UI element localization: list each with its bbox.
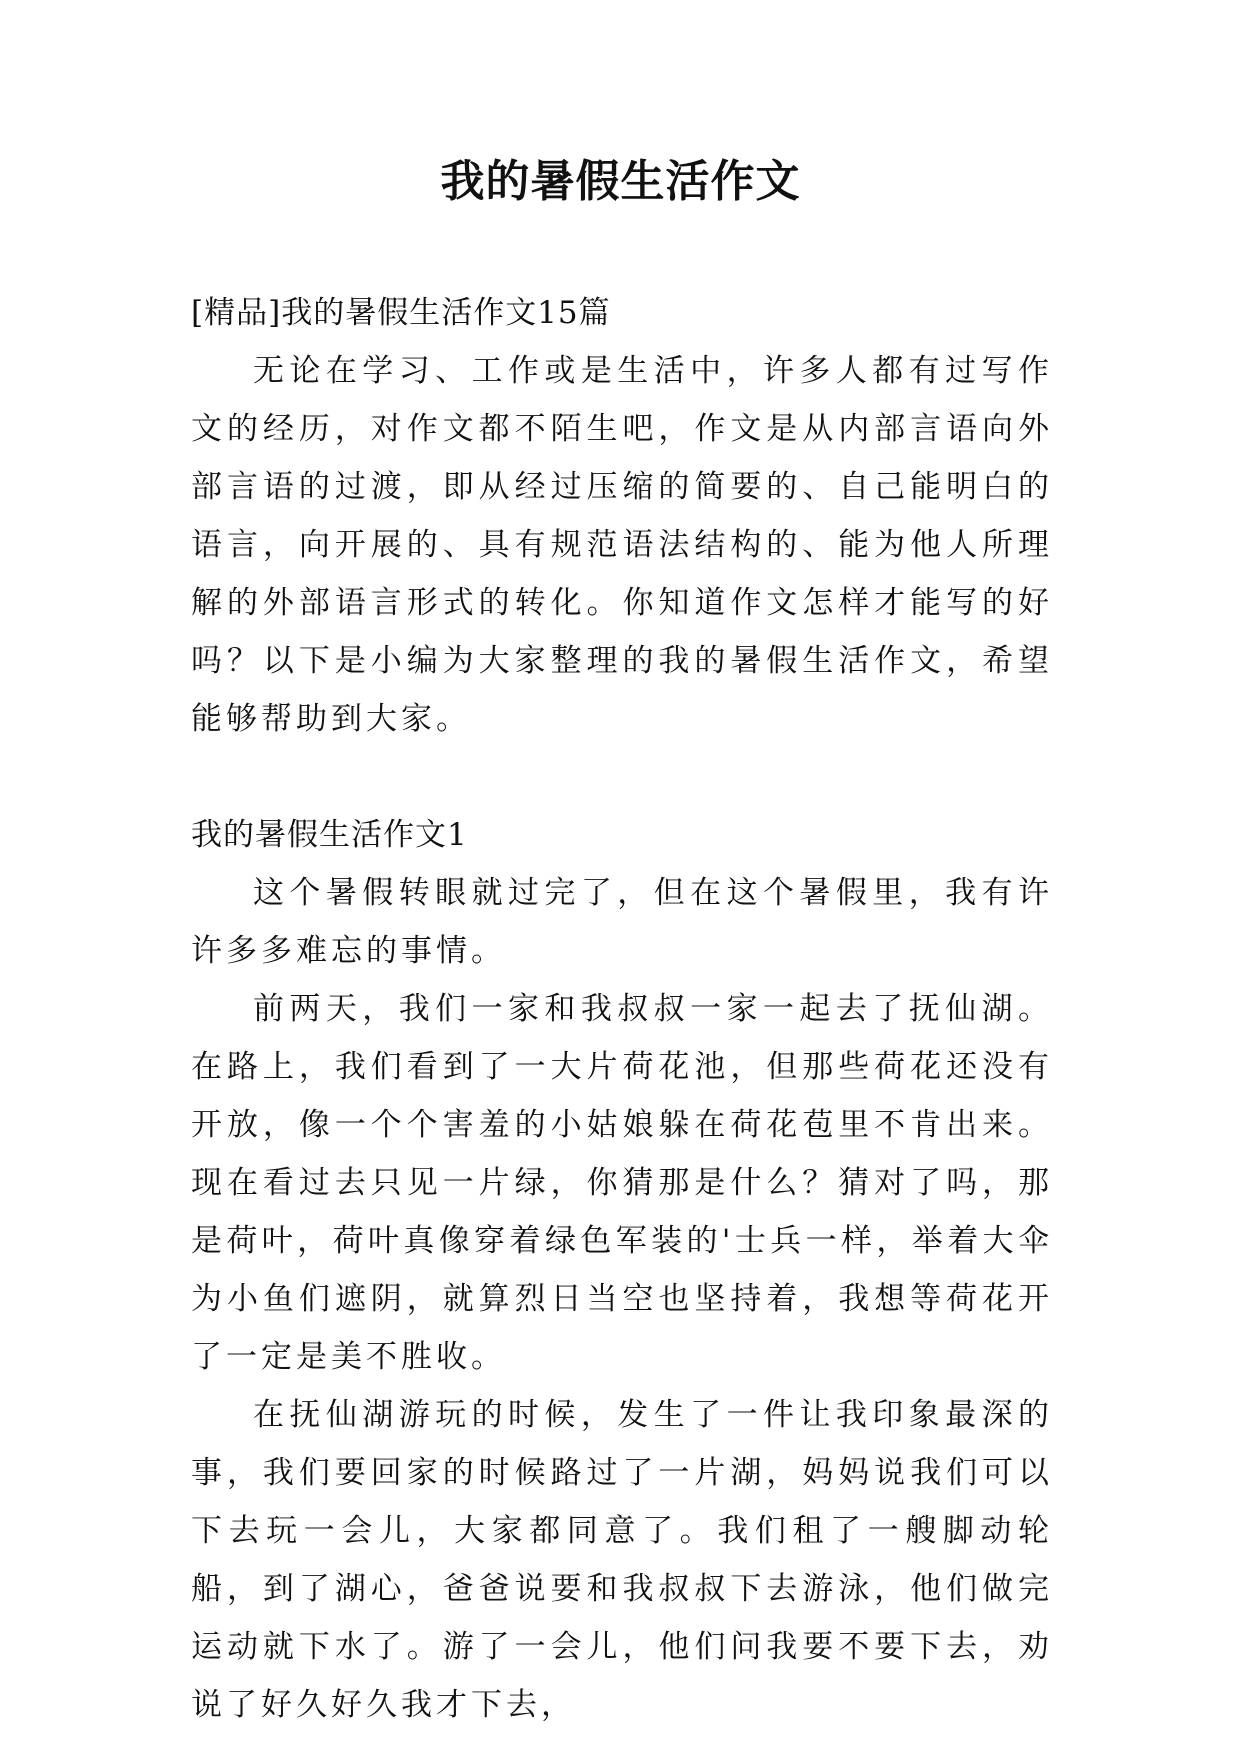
section-heading: 我的暑假生活作文1 [191,817,468,853]
paragraph-spacer [191,748,1053,806]
document-title: 我的暑假生活作文 [440,156,801,207]
body-paragraph: 在抚仙湖游玩的时候，发生了一件让我印象最深的事，我们要回家的时候路过了一片湖，妈妈说我们可以下去玩一会儿，大家都同意了。我们租了一艘脚动轮船，到了湖心，爸爸说要和我叔叔下去游泳，他们做完运动就下水了。游了一会儿，他们问我要不要下去，劝说了好久好久我才下去， [191,1397,1053,1723]
document-body [191,284,1053,1734]
body-paragraph: 前两天，我们一家和我叔叔一家一起去了抚仙湖。在路上，我们看到了一大片荷花池，但那些荷花还没有开放，像一个个害羞的小姑娘躲在荷花苞里不肯出来。现在看过去只见一片绿，你猜那是什么？猜对了吗，那是荷叶，荷叶真像穿着绿色军装的'士兵一样，举着大伞为小鱼们遮阴，就算烈日当空也坚持着，我想等荷花开了一定是美不胜收。 [191,991,1053,1375]
intro-paragraph: 无论在学习、工作或是生活中，许多人都有过写作文的经历，对作文都不陌生吧，作文是从内部言语向外部言语的过渡，即从经过压缩的简要的、自己能明白的语言，向开展的、具有规范语法结构的、能为他人所理解的外部语言形式的转化。你知道作文怎样才能写的好吗？以下是小编为大家整理的我的暑假生活作文，希望能够帮助到大家。 [191,353,1053,737]
document-subtitle: [精品]我的暑假生活作文15篇 [191,295,611,331]
body-paragraph: 这个暑假转眼就过完了，但在这个暑假里，我有许许多多难忘的事情。 [191,875,1053,969]
